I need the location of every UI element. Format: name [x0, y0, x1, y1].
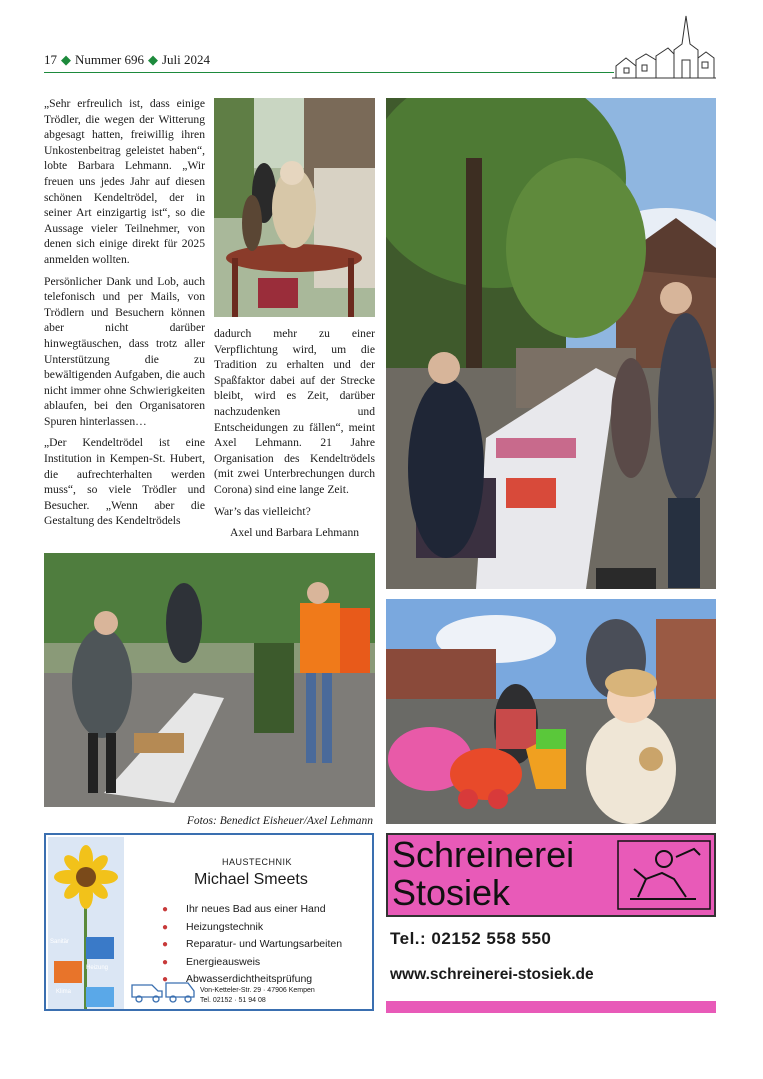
article-column-2 — [214, 326, 375, 547]
ad-title: Michael Smeets — [194, 871, 308, 888]
separator-dot: ◆ — [61, 52, 71, 67]
photo-street-market — [386, 98, 716, 589]
village-skyline-logo — [612, 10, 716, 80]
paragraph: Persönlicher Dank und Lob, auch telefonisch und per Mails, von Trödlern und Besuchern können aber nicht darüber hinwegtäuschen, dass trotz aller Unterstützung die zu bewältigenden Aufgaben, die auch nicht immer ohne Schwierigkeiten ablaufen, bei den Organisatoren Spuren hinterlassen… — [44, 274, 205, 428]
service-item: ● Reparatur- und Wartungsarbeiten — [162, 938, 343, 950]
service-item: ● Ihr neues Bad aus einer Hand — [162, 903, 326, 915]
company-name-line-1: Schreinerei — [392, 834, 575, 875]
photo-table-visitors — [44, 553, 375, 807]
page-number: 17 — [44, 52, 57, 67]
photo-doll-toys — [386, 599, 716, 824]
photo-credit: Fotos: Benedict Eisheuer/Axel Lehmann — [186, 815, 373, 827]
van-icon — [128, 975, 198, 1005]
paragraph: „Der Kendeltrödel ist eine Institution in Kempen-St. Hubert, die aufrechterhalten werden muss“, so viele Trödler und Besucher. „Wenn aber die Gestaltung des Kendeltrödels — [44, 436, 205, 528]
separator-dot: ◆ — [147, 52, 158, 67]
ad-schreinerei-stosiek[interactable] — [386, 833, 716, 917]
ad-phone: Tel. 02152 · 51 94 08 — [200, 997, 266, 1004]
ad-subtitle: HAUSTECHNIK — [222, 857, 293, 867]
pink-bar — [386, 1001, 716, 1013]
bullet-icon: ● — [162, 921, 169, 933]
sunflower-image — [48, 837, 124, 1009]
carpenter-logo-icon — [616, 839, 712, 911]
service-item: ● Heizungstechnik — [162, 920, 264, 933]
bullet-icon: ● — [162, 939, 169, 950]
header-rule — [44, 72, 614, 73]
issue-date: Juli 2024 — [161, 52, 211, 67]
author-signature: Axel und Barbara Lehmann — [229, 526, 360, 540]
company-name-line-2: Stosiek — [392, 872, 511, 913]
bullet-icon: ● — [162, 956, 169, 968]
bullet-icon: ● — [162, 904, 169, 915]
article-column-1 — [44, 96, 205, 535]
ad-michael-smeets[interactable] — [44, 833, 374, 1011]
services-list — [162, 899, 342, 987]
paragraph: dadurch mehr zu einer Verpflichtung wird, um die Tradition zu erhalten und der Spaßfaktor dabei auf der Strecke bleibt, wird es Zeit, darüber nachzudenken und Entscheidungen zu fällen“, meint Axel Lehmann. 21 Jahre Organisation des Kendeltrödels (mit zwei Unterbrechungen durch Corona) sind eine lange Zeit. — [214, 327, 375, 496]
issue-number: Nummer 696 — [75, 52, 144, 67]
service-item: ● Abwasserdichtheitsprüfung — [162, 973, 313, 985]
ad-address: Von-Ketteler-Str. 29 · 47906 Kempen — [200, 987, 315, 994]
bullet-icon: ● — [162, 974, 169, 985]
tile-label: Sanitär — [50, 939, 70, 945]
stosiek-phone: Tel.: 02152 558 550 — [390, 929, 552, 948]
tile-label: Heizung — [86, 965, 109, 971]
tile-label: Klima — [56, 989, 72, 995]
paragraph: „Sehr erfreulich ist, dass einige Trödler, die wegen der Witterung abgesagt hatten, freiwillig ihren Unkostenbeitrag geleistet haben“, lobte Barbara Lehmann. „Wir freuen uns jedes Jahr auf diesen schönen Kendeltrödel, der in seiner Art einzigartig ist“, so die Aussage vieler Teilnehmer, von denen sich einige direkt für 2025 anmelden wollten. — [44, 97, 205, 266]
page-header — [44, 52, 210, 68]
photo-figurines — [214, 98, 375, 317]
paragraph: War’s das vielleicht? — [214, 504, 311, 518]
service-item: ● Energieausweis — [162, 955, 261, 968]
stosiek-website-link[interactable]: www.schreinerei-stosiek.de — [390, 966, 594, 983]
